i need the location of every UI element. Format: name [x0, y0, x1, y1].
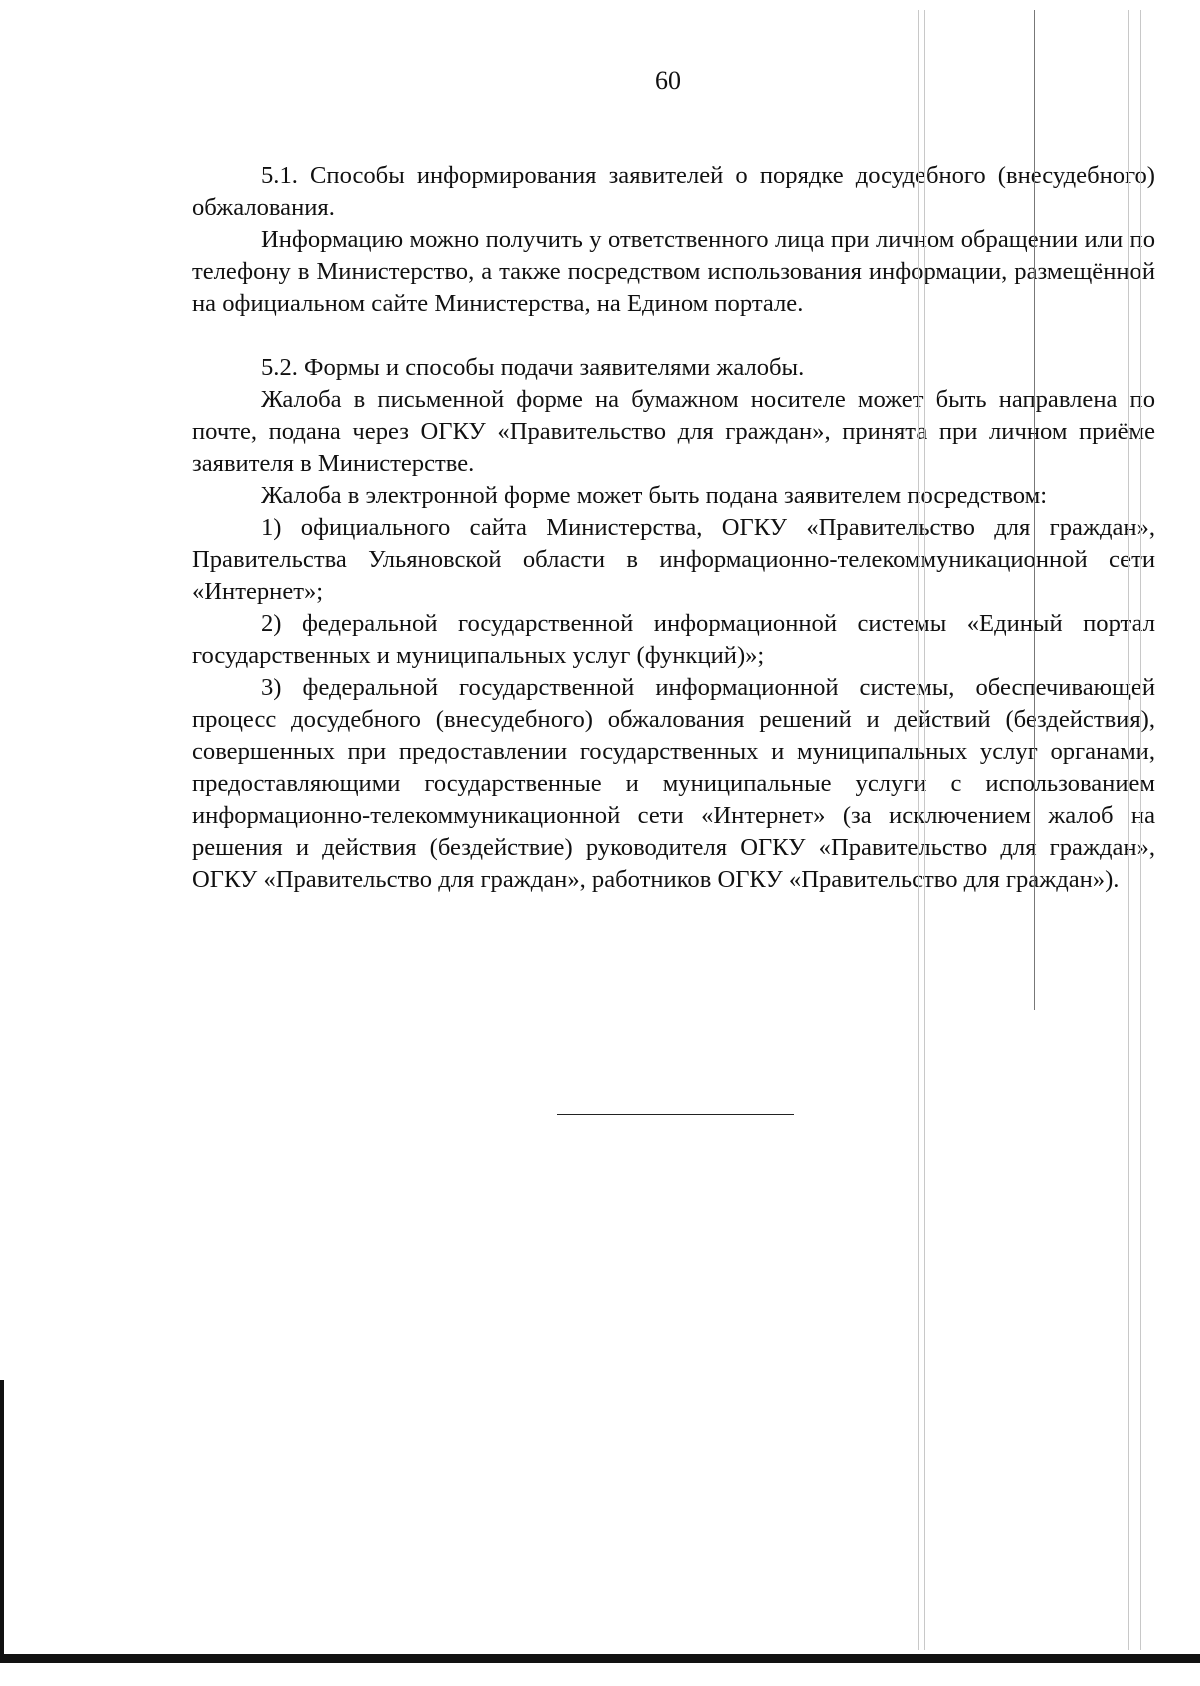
scan-artifact-line	[918, 10, 919, 1650]
paragraph-5-2-heading: 5.2. Формы и способы подачи заявителями жалобы.	[261, 354, 805, 381]
scan-artifact-line	[1128, 10, 1129, 1650]
list-item-3: 3) федеральной государственной информационной системы, обеспечивающей процесс досудебного (внесудебного) обжалования решений и действий (бездействия), совершенных при предоставлении государственных и муниципальных услуг органами, предоставляющими государственные и муниципальные услуги с использованием информационно-телекоммуникационной сети «Интернет» (за исключением жалоб на решения и действия (бездействие) руководителя ОГКУ «Правительство для граждан», ОГКУ «Правительство для граждан», работников ОГКУ «Правительство для граждан»).	[192, 674, 1155, 893]
paragraph-paper-complaint: Жалоба в письменной форме на бумажном носителе может быть направлена по почте, подана через ОГКУ «Правительство для граждан», принята при личном приёме заявителя в Министерстве.	[192, 386, 1155, 477]
paragraph-5-1-heading: 5.1. Способы информирования заявителей о порядке досудебного (внесудебного) обжалования.	[192, 162, 1155, 221]
scan-artifact-line	[924, 10, 925, 1650]
list-item-2: 2) федеральной государственной информационной системы «Единый портал государственных и муниципальных услуг (функций)»;	[192, 610, 1155, 669]
document-body	[192, 160, 1155, 896]
scan-edge-left	[0, 1380, 4, 1663]
list-item-1: 1) официального сайта Министерства, ОГКУ «Правительство для граждан», Правительства Ульяновской области в информационно-телекоммуникационной сети «Интернет»;	[192, 514, 1155, 605]
paragraph-info-sources: Информацию можно получить у ответственного лица при личном обращении или по телефону в Министерство, а также посредством использования информации, размещённой на официальном сайте Министерства, на Едином портале.	[192, 226, 1155, 317]
paragraph-spacer	[192, 320, 1155, 352]
page-number: 60	[655, 66, 681, 95]
end-of-text-rule	[557, 1114, 794, 1115]
scan-artifact-line	[1140, 10, 1141, 1650]
scan-edge-bottom	[0, 1654, 1200, 1663]
scan-artifact-line	[1034, 10, 1035, 1010]
paragraph-electronic-complaint: Жалоба в электронной форме может быть подана заявителем посредством:	[261, 482, 1048, 509]
